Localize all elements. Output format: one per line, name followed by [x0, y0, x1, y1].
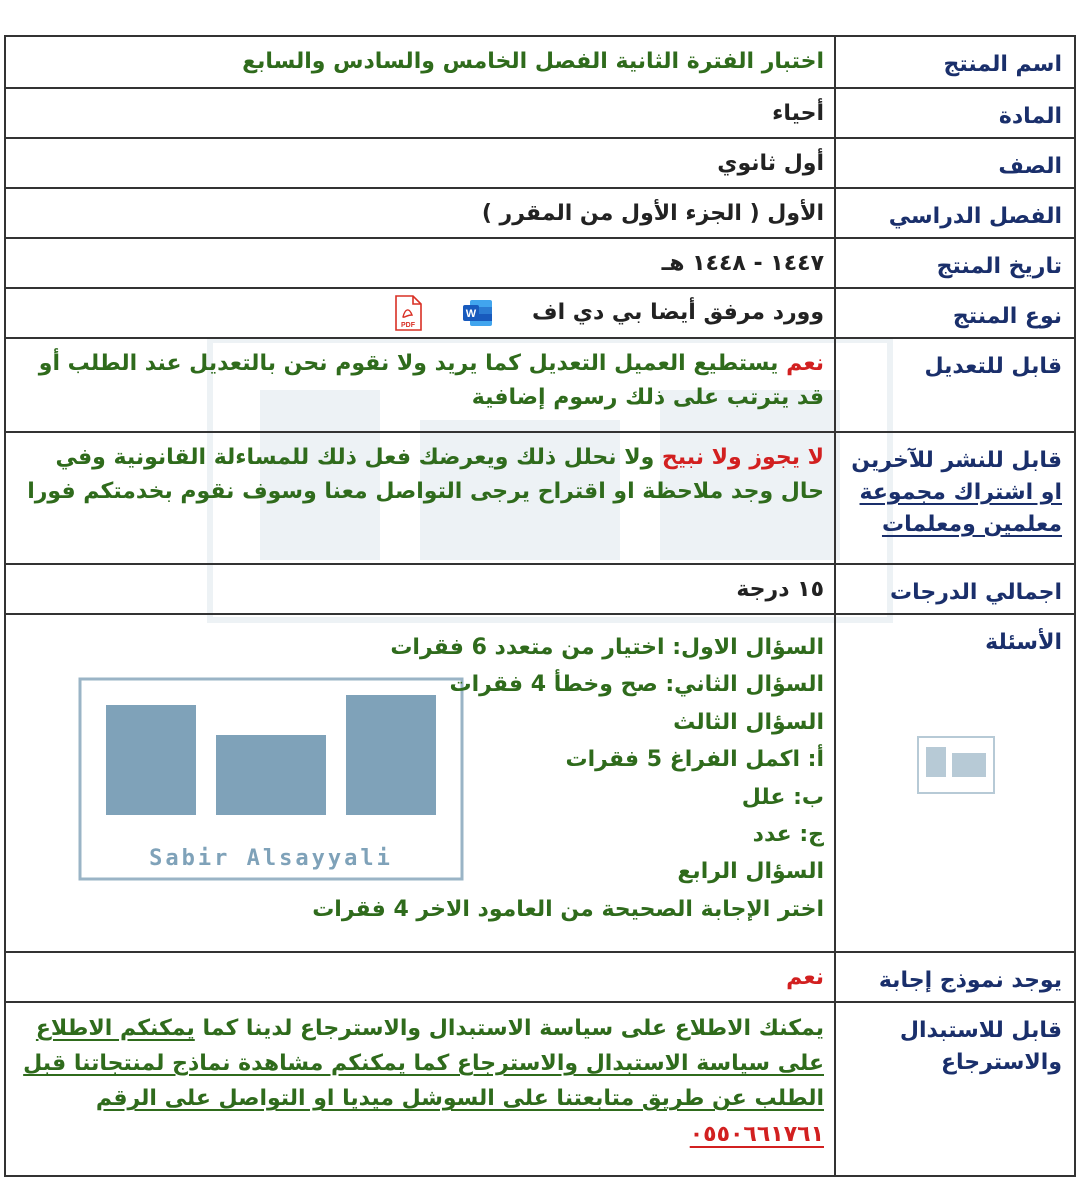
sharing-text: ولا نحلل ذلك ويعرضك فعل ذلك للمساءلة القانونية وفي حال وجد ملاحظة او اقتراح يرجى التواصل معنا وسوف نقوم بخدمتكم فورا — [27, 445, 824, 505]
question-line: اختر الإجابة الصحيحة من العامود الاخر 4 فقرات — [312, 896, 824, 922]
questions-label-cell — [834, 615, 1074, 951]
watermark-brand: Sabir Alsayyali — [149, 846, 393, 871]
row-product-type — [4, 289, 1076, 339]
row-subject — [4, 89, 1076, 139]
row-date — [4, 239, 1076, 289]
grade-value: أول ثانوي — [717, 151, 824, 176]
exchange-label-line2: والاسترجاع — [940, 1049, 1062, 1075]
product-type-cell — [6, 289, 834, 337]
editable-text: يستطيع العميل التعديل كما يريد ولا نقوم نحن بالتعديل عند الطلب أو قد يترتب على ذلك رسوم إضافية — [38, 351, 824, 411]
subject-value: أحياء — [772, 101, 824, 126]
questions-label: الأسئلة — [985, 630, 1062, 655]
semester-value: الأول ( الجزء الأول من المقرر ) — [481, 201, 824, 226]
sharing-label-line3: معلمين ومعلمات — [881, 511, 1062, 537]
subject-label: المادة — [834, 89, 1074, 137]
question-line: السؤال الرابع — [677, 859, 824, 885]
editable-label: قابل للتعديل — [834, 339, 1074, 431]
product-name-label: اسم المنتج — [834, 37, 1074, 87]
product-name-value: اختبار الفترة الثانية الفصل الخامس والسادس والسابع — [242, 49, 824, 74]
row-editable — [4, 339, 1076, 433]
svg-text:PDF: PDF — [401, 322, 416, 329]
sharing-value — [6, 433, 834, 563]
row-grade — [4, 139, 1076, 189]
exchange-text: يمكنك الاطلاع على سياسة الاستبدال والاسترجاع لدينا كما — [194, 1016, 824, 1041]
row-semester — [4, 189, 1076, 239]
row-product-name — [4, 37, 1076, 89]
product-type-value: وورد مرفق أيضا بي دي اف — [532, 299, 824, 325]
row-questions — [4, 615, 1076, 953]
row-total-grades — [4, 565, 1076, 615]
small-logo-watermark — [916, 735, 996, 795]
sharing-label-line2: او اشتراك مجموعة — [859, 479, 1062, 505]
questions-list — [6, 615, 834, 951]
question-line: ج: عدد — [752, 821, 824, 847]
semester-label: الفصل الدراسي — [834, 189, 1074, 237]
pdf-icon — [392, 295, 424, 331]
product-info-table — [4, 35, 1076, 1177]
sharing-not-allowed: لا يجوز ولا نبيح — [661, 445, 824, 470]
grade-label: الصف — [834, 139, 1074, 187]
exchange-text-underlined: يمكنكم الاطلاع على سياسة الاستبدال والاسترجاع كما يمكنكم مشاهدة نماذج لمنتجاتنا قبل الطلب عن طريق متابعتنا على السوشل ميديا او التواصل على الرقم — [23, 1016, 824, 1112]
phone-number[interactable]: ٠٥٥٠٦٦١٧٦١ — [689, 1121, 824, 1147]
editable-value — [6, 339, 834, 431]
answer-model-label: يوجد نموذج إجابة — [834, 953, 1074, 1001]
date-label: تاريخ المنتج — [834, 239, 1074, 287]
total-grades-label: اجمالي الدرجات — [834, 565, 1074, 613]
editable-yes: نعم — [786, 351, 824, 376]
question-line: أ: اكمل الفراغ 5 فقرات — [565, 747, 824, 773]
exchange-value — [6, 1003, 834, 1175]
question-line: ب: علل — [741, 784, 824, 810]
svg-text:W: W — [465, 308, 477, 320]
question-line: السؤال الثاني: صح وخطأ 4 فقرات — [449, 672, 824, 698]
product-type-label: نوع المنتج — [834, 289, 1074, 337]
row-sharing — [4, 433, 1076, 565]
exchange-label-line1: قابل للاستبدال — [899, 1018, 1062, 1043]
sharing-label — [834, 433, 1074, 563]
answer-model-value: نعم — [786, 965, 824, 990]
row-answer-model — [4, 953, 1076, 1003]
sharing-label-line1: قابل للنشر للآخرين — [851, 448, 1062, 473]
date-value: ١٤٤٧ - ١٤٤٨ هـ — [661, 251, 824, 276]
question-line: السؤال الاول: اختيار من متعدد 6 فقرات — [390, 635, 824, 660]
total-grades-value: ١٥ درجة — [736, 577, 824, 602]
exchange-label — [834, 1003, 1074, 1175]
question-line: السؤال الثالث — [673, 709, 824, 735]
row-exchange — [4, 1003, 1076, 1177]
word-icon — [462, 295, 494, 331]
